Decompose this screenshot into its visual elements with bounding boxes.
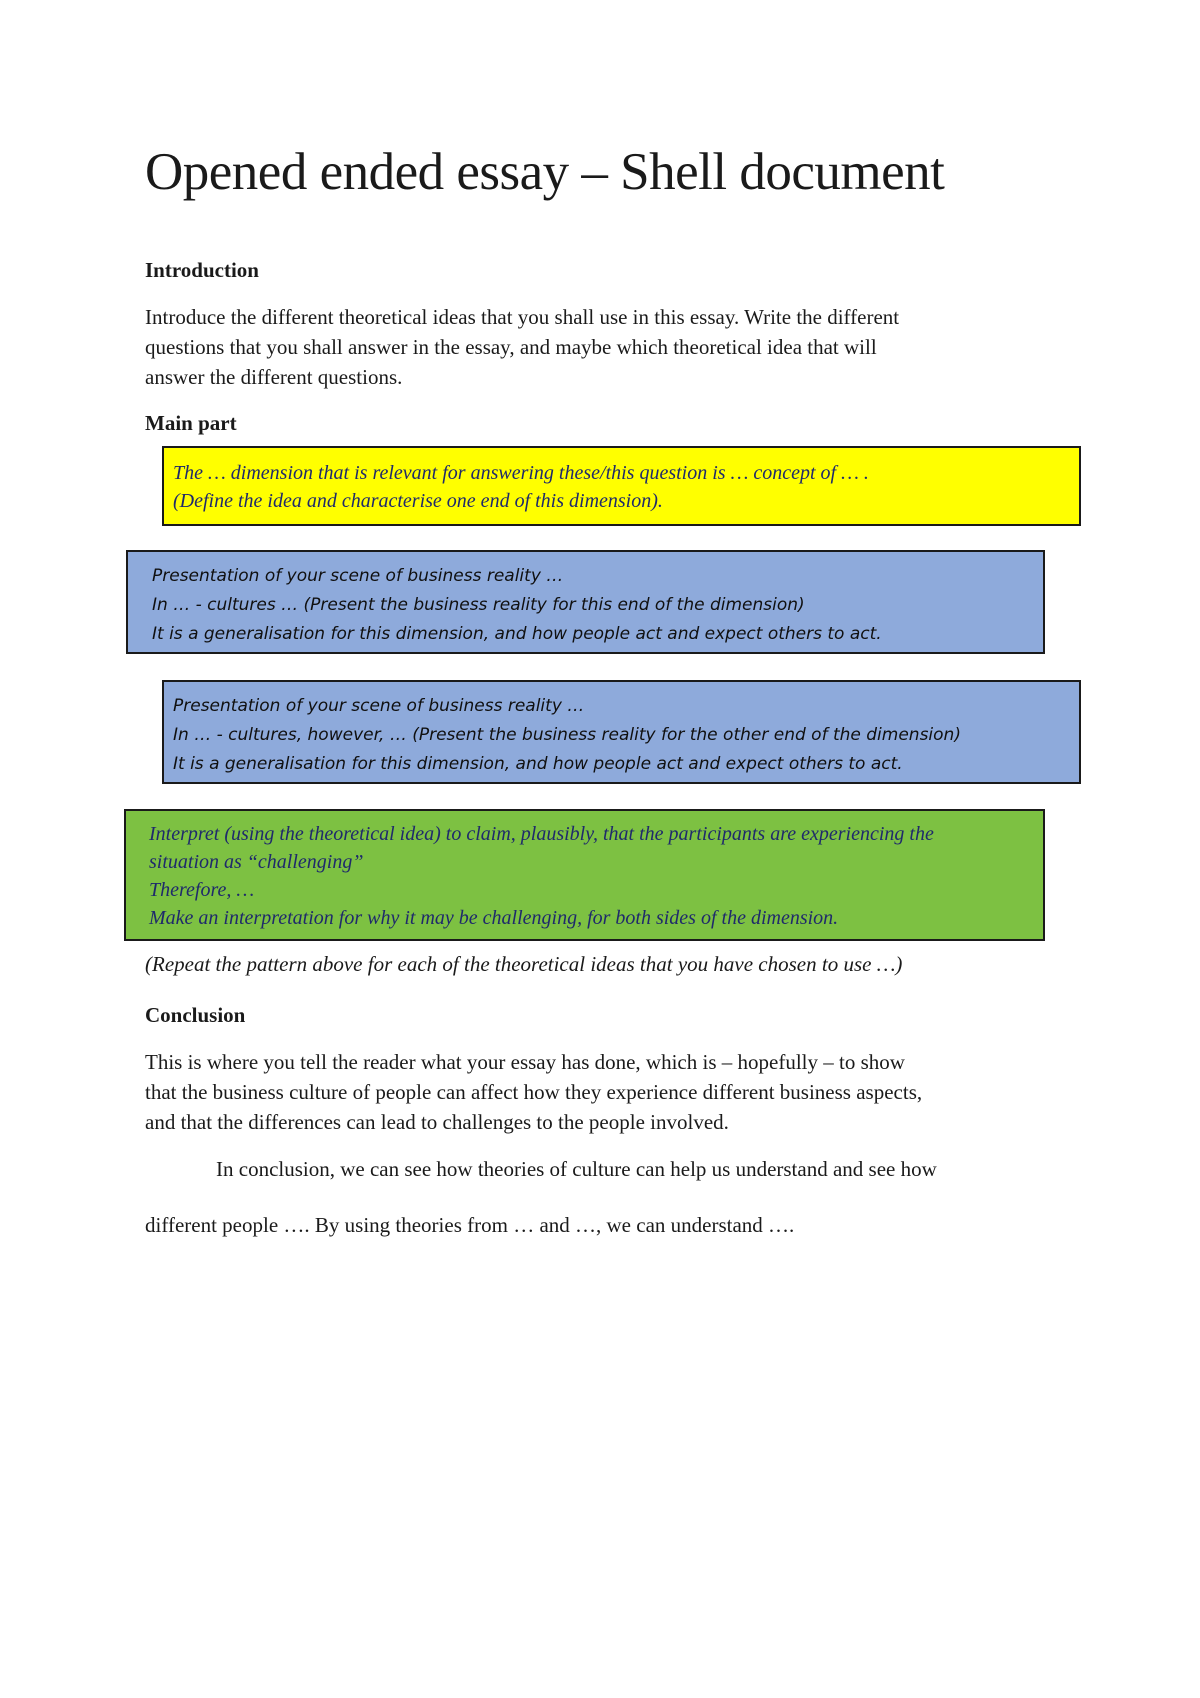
main-part-heading: Main part <box>145 411 237 435</box>
conclusion-example-line-2: different people …. By using theories from … and …, we can understand …. <box>145 1213 795 1237</box>
business-reality-line: It is a generalisation for this dimension, and how people act and expect others to act. <box>152 624 882 644</box>
introduction-line: answer the different questions. <box>145 365 403 389</box>
conclusion-line: This is where you tell the reader what your essay has done, which is – hopefully – to show <box>145 1050 905 1074</box>
introduction-line: questions that you shall answer in the essay, and maybe which theoretical idea that will <box>145 335 877 359</box>
conclusion-heading: Conclusion <box>145 1003 246 1027</box>
page-title: Opened ended essay – Shell document <box>145 143 945 201</box>
dimension-box-line: The … dimension that is relevant for answering these/this question is … concept of … . <box>173 462 869 484</box>
repeat-pattern-note: (Repeat the pattern above for each of the theoretical ideas that you have chosen to use …) <box>145 952 903 976</box>
business-reality-line: In … - cultures … (Present the business reality for this end of the dimension) <box>152 595 805 615</box>
business-reality-box-1 <box>126 550 1045 654</box>
interpretation-line: Make an interpretation for why it may be challenging, for both sides of the dimension. <box>149 907 839 929</box>
dimension-box <box>162 446 1081 526</box>
interpretation-box <box>124 809 1045 941</box>
dimension-box-line: (Define the idea and characterise one end of this dimension). <box>173 490 663 512</box>
business-reality-line: It is a generalisation for this dimension, and how people act and expect others to act. <box>173 754 903 774</box>
conclusion-line: and that the differences can lead to challenges to the people involved. <box>145 1110 729 1134</box>
introduction-paragraph <box>145 302 1075 392</box>
business-reality-box-2 <box>162 680 1081 784</box>
interpretation-line: situation as “challenging” <box>149 851 364 873</box>
business-reality-line: Presentation of your scene of business reality … <box>173 696 585 716</box>
introduction-heading: Introduction <box>145 258 259 282</box>
business-reality-line: In … - cultures, however, … (Present the business reality for the other end of the dimension) <box>173 725 961 745</box>
interpretation-line: Interpret (using the theoretical idea) to claim, plausibly, that the participants are experiencing the <box>149 823 934 845</box>
interpretation-line: Therefore, … <box>149 879 255 901</box>
conclusion-paragraph <box>145 1047 1075 1137</box>
business-reality-line: Presentation of your scene of business reality … <box>152 566 564 586</box>
conclusion-line: that the business culture of people can affect how they experience different business aspects, <box>145 1080 923 1104</box>
introduction-line: Introduce the different theoretical ideas that you shall use in this essay. Write the different <box>145 305 900 329</box>
conclusion-example-line-1: In conclusion, we can see how theories of culture can help us understand and see how <box>216 1157 937 1181</box>
